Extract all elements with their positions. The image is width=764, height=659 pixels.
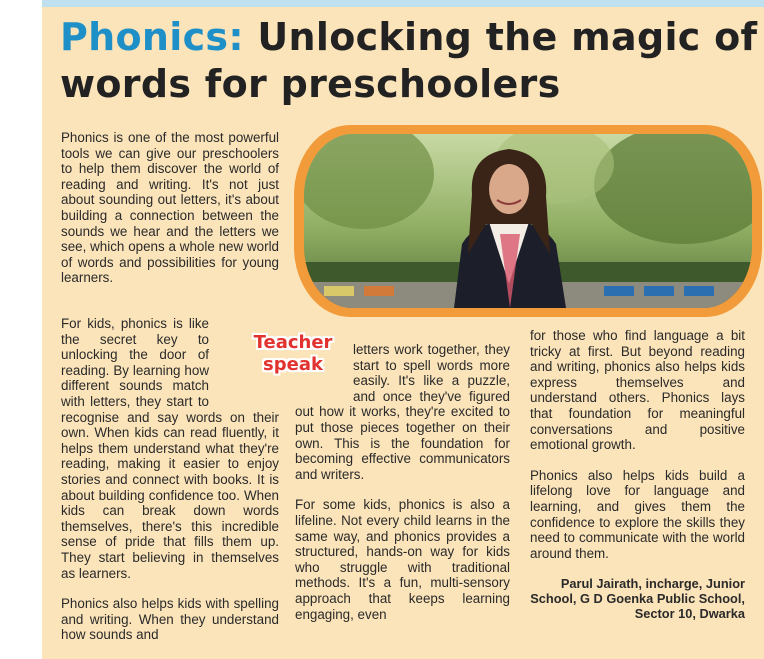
article-page <box>42 0 764 659</box>
headline <box>60 14 760 108</box>
badge-line-1: Teacher <box>253 332 333 353</box>
column-2 <box>295 342 510 637</box>
paragraph: letters work together, they start to spell words more easily. It's like a puzzle, and once they've figured out how it works, they're excited to put those pieces together on their own. This is the foundation for becoming effective communicators and writers. <box>295 342 510 482</box>
headline-keyword: Phonics: <box>60 15 244 59</box>
top-strip <box>42 0 764 7</box>
badge-line-2: speak <box>263 354 323 375</box>
column-3 <box>530 328 745 621</box>
teacher-photo <box>304 134 752 308</box>
signature-line: Parul Jairath, incharge, Junior <box>560 576 745 592</box>
column-1-intro <box>61 130 279 301</box>
paragraph: Phonics also helps kids build a lifelong love for language and learning, and gives them the confidence to explore the skills they need to communicate with the world around them. <box>530 467 745 561</box>
paragraph: For some kids, phonics is also a lifeline. Not every child learns in the same way, and phonics provides a structured, hands-on way for kids who struggle with traditional methods. It's a fun, multi-sensory approach that keeps learning engaging, even <box>295 497 510 622</box>
author-signature <box>530 576 745 621</box>
paragraph: For kids, phonics is like the secret key to unlocking the door of reading. By learning how different sounds match with letters, they start to recognise and say words on their own. When kids can read fluently, it helps them understand what they're reading, making it easier to enjoy stories and connect with books. It is about building confidence too. When kids can break down words themselves, there's this incredible sense of pride that fills them up. They start believing in themselves as learners. <box>61 316 279 581</box>
paragraph: Phonics also helps kids with spelling and writing. When they understand how sounds and <box>61 596 279 643</box>
signature-line: School, G D Goenka Public School, <box>530 591 745 607</box>
intro-paragraph: Phonics is one of the most powerful tools we can give our preschoolers to help them discover the world of reading and writing. It's not just about sounding out letters, it's about building a connection between the sounds we hear and the letters we see, which opens a whole new world of words and possibilities for young learners. <box>61 130 279 286</box>
headline-rest: Unlocking the magic of words for preschoolers <box>60 15 758 106</box>
signature-line: Sector 10, Dwarka <box>634 606 745 622</box>
paragraph: for those who find language a bit tricky at first. But beyond reading and writing, phonics also helps kids express themselves and understand others. Phonics lays that foundation for meaningful conversations and positive emotional growth. <box>530 328 745 453</box>
teacher-photo-frame <box>294 125 762 317</box>
